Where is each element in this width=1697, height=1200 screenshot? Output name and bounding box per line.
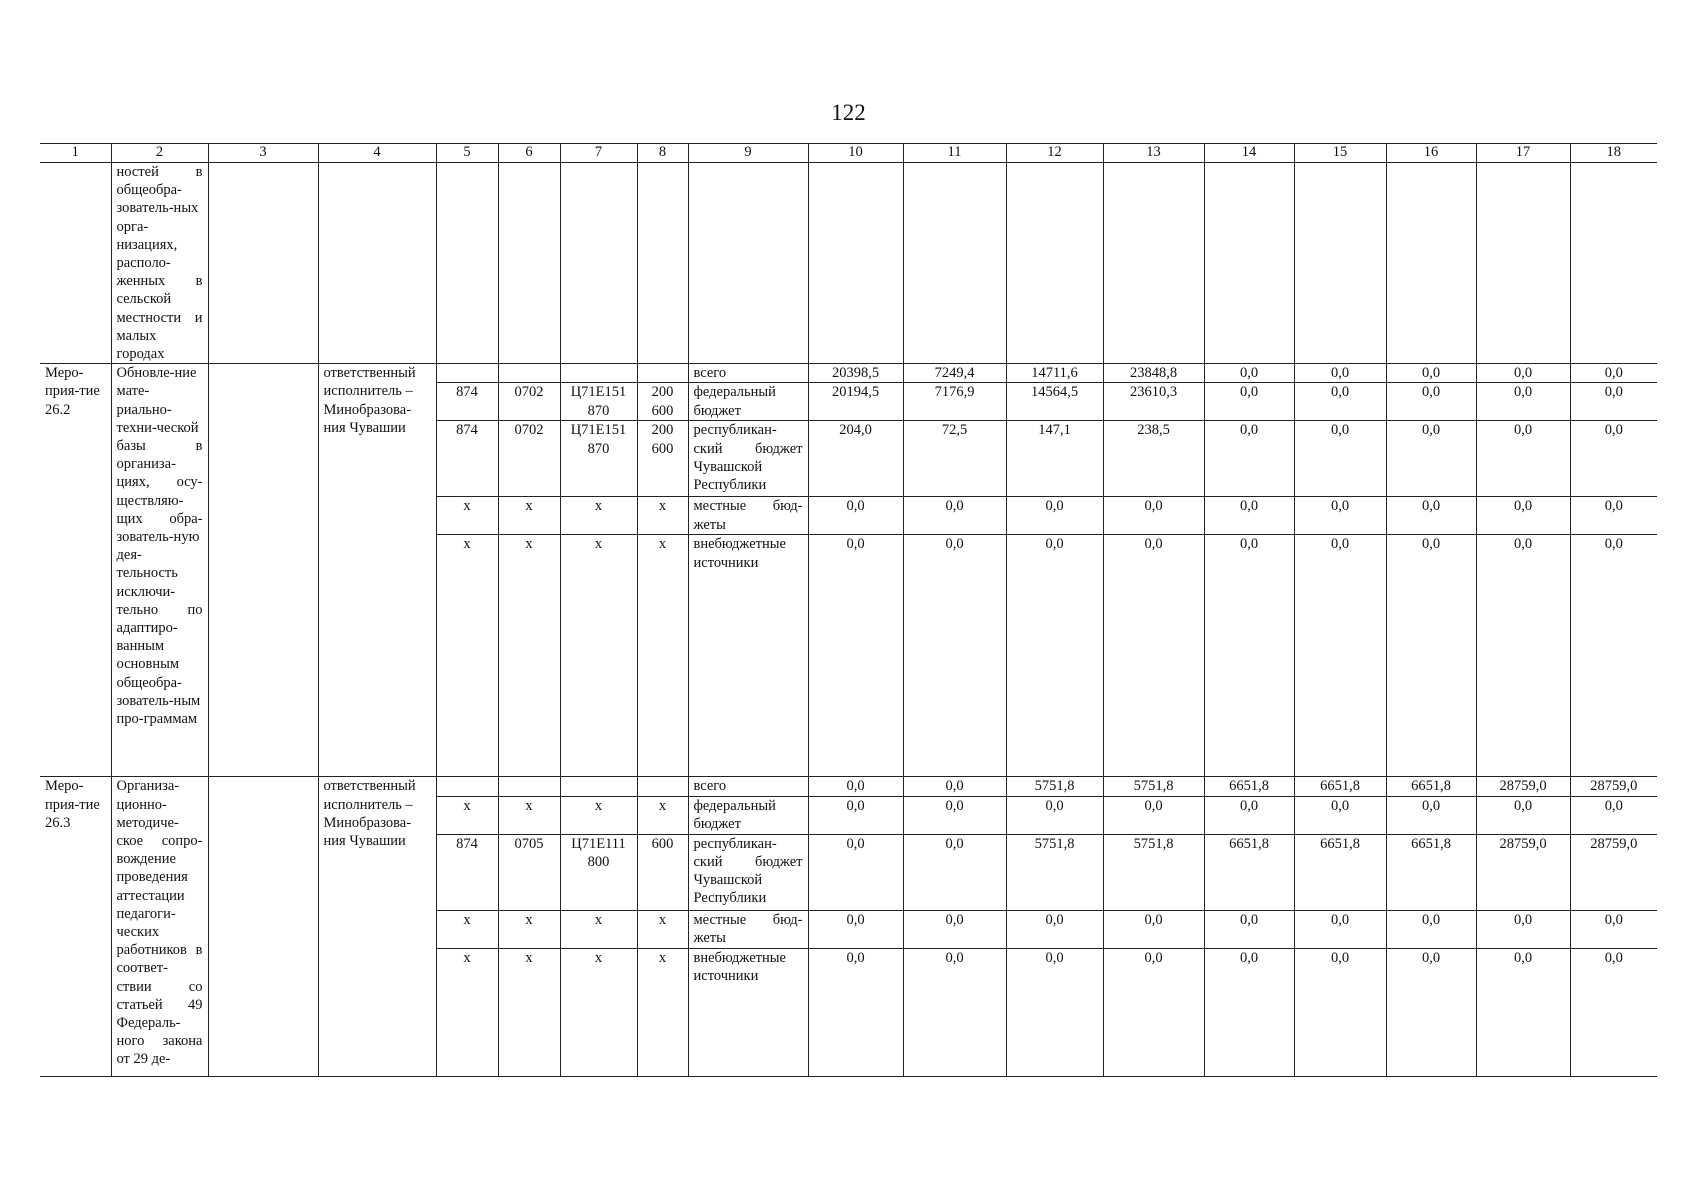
code-section	[498, 777, 560, 796]
code-section	[498, 364, 560, 383]
value-cell: 238,5	[1103, 421, 1204, 497]
value-cell: 0,0	[1294, 796, 1386, 834]
value-cell: 0,0	[1476, 497, 1570, 535]
value-cell: 6651,8	[1294, 834, 1386, 910]
value-cell: 0,0	[1006, 535, 1103, 777]
code-expense	[637, 777, 688, 796]
code-section: 0702	[498, 383, 560, 421]
value-cell: 0,0	[808, 796, 903, 834]
header-row	[40, 144, 1657, 163]
column-header-1: 1	[40, 144, 111, 163]
value-cell: 0,0	[1294, 910, 1386, 948]
value-cell: 0,0	[1204, 910, 1294, 948]
table-body	[40, 163, 1657, 1077]
value-cell: 0,0	[1294, 383, 1386, 421]
code-section: x	[498, 910, 560, 948]
code-admin: x	[436, 535, 498, 777]
value-cell: 6651,8	[1204, 834, 1294, 910]
value-cell: 0,0	[1570, 497, 1657, 535]
value-cell: 0,0	[1103, 535, 1204, 777]
value-cell: 0,0	[1386, 497, 1476, 535]
value-cell: 6651,8	[1386, 834, 1476, 910]
value-cell: 0,0	[1476, 948, 1570, 1076]
column-header-12: 12	[1006, 144, 1103, 163]
value-cell: 0,0	[903, 535, 1006, 777]
value-cell: 0,0	[1103, 910, 1204, 948]
value-cell: 0,0	[1570, 383, 1657, 421]
value-cell: 0,0	[1006, 948, 1103, 1076]
value-cell: 0,0	[1386, 910, 1476, 948]
value-cell: 6651,8	[1294, 777, 1386, 796]
code-admin: x	[436, 948, 498, 1076]
value-cell: 0,0	[1476, 910, 1570, 948]
column-header-3: 3	[208, 144, 318, 163]
column-header-17: 17	[1476, 144, 1570, 163]
value-cell: 0,0	[1476, 796, 1570, 834]
code-target: x	[560, 497, 637, 535]
column-header-13: 13	[1103, 144, 1204, 163]
code-admin: x	[436, 796, 498, 834]
cell-empty	[1204, 163, 1294, 364]
column-header-2: 2	[111, 144, 208, 163]
table-row	[40, 777, 1657, 796]
funding-source: внебюджетные источники	[688, 535, 808, 777]
value-cell: 0,0	[903, 497, 1006, 535]
column-header-6: 6	[498, 144, 560, 163]
funding-source: федеральный бюджет	[688, 383, 808, 421]
code-expense: 600	[637, 834, 688, 910]
value-cell: 0,0	[1294, 535, 1386, 777]
value-cell: 0,0	[1386, 421, 1476, 497]
value-cell: 0,0	[808, 777, 903, 796]
value-cell: 0,0	[1386, 383, 1476, 421]
value-cell: 7176,9	[903, 383, 1006, 421]
funding-source: республикан-ский бюджет Чувашской Республики	[688, 421, 808, 497]
value-cell: 0,0	[808, 948, 903, 1076]
code-target: Ц71E111 800	[560, 834, 637, 910]
funding-source: всего	[688, 777, 808, 796]
value-cell: 23610,3	[1103, 383, 1204, 421]
value-cell: 0,0	[1006, 796, 1103, 834]
code-section: 0702	[498, 421, 560, 497]
cell-empty	[688, 163, 808, 364]
code-admin: x	[436, 497, 498, 535]
value-cell: 14711,6	[1006, 364, 1103, 383]
value-cell: 0,0	[1294, 421, 1386, 497]
value-cell: 0,0	[1476, 421, 1570, 497]
cell-empty	[436, 163, 498, 364]
code-admin	[436, 364, 498, 383]
code-expense: x	[637, 910, 688, 948]
code-target	[560, 364, 637, 383]
code-section: 0705	[498, 834, 560, 910]
value-cell: 0,0	[1204, 535, 1294, 777]
funding-source: республикан-ский бюджет Чувашской Республики	[688, 834, 808, 910]
value-cell: 0,0	[1204, 497, 1294, 535]
value-cell: 0,0	[1570, 796, 1657, 834]
continued-title: ностей в общеобра-зователь-ных орга-низациях, располо-женных в сельской местности и малых городах	[111, 163, 208, 364]
value-cell: 0,0	[1386, 364, 1476, 383]
value-cell: 204,0	[808, 421, 903, 497]
value-cell: 0,0	[808, 535, 903, 777]
value-cell: 0,0	[903, 834, 1006, 910]
code-section: x	[498, 535, 560, 777]
cell-empty	[1570, 163, 1657, 364]
value-cell: 28759,0	[1570, 834, 1657, 910]
value-cell: 5751,8	[1006, 834, 1103, 910]
code-admin	[436, 777, 498, 796]
event-title: Обновле-ние мате-риально-техни-ческой базы в организа-циях, осу-ществляю-щих обра-зователь-ную дея-тельность исключи-тельно по адаптиро-ванным основным общеобра-зователь-ным про-граммам	[111, 364, 208, 777]
value-cell: 0,0	[1294, 948, 1386, 1076]
value-cell: 0,0	[1476, 383, 1570, 421]
value-cell: 72,5	[903, 421, 1006, 497]
page-number: 122	[831, 100, 866, 125]
cell-empty	[1103, 163, 1204, 364]
code-target: Ц71E151 870	[560, 383, 637, 421]
code-target: Ц71E151 870	[560, 421, 637, 497]
value-cell: 0,0	[808, 497, 903, 535]
cell-empty	[560, 163, 637, 364]
value-cell: 0,0	[1570, 948, 1657, 1076]
cell-empty	[40, 163, 111, 364]
value-cell: 0,0	[1476, 364, 1570, 383]
code-expense: 200 600	[637, 421, 688, 497]
column-header-9: 9	[688, 144, 808, 163]
value-cell: 0,0	[1386, 796, 1476, 834]
value-cell: 23848,8	[1103, 364, 1204, 383]
value-cell: 0,0	[903, 777, 1006, 796]
value-cell: 0,0	[808, 834, 903, 910]
value-cell: 7249,4	[903, 364, 1006, 383]
value-cell: 6651,8	[1204, 777, 1294, 796]
funding-source: внебюджетные источники	[688, 948, 808, 1076]
value-cell: 5751,8	[1103, 834, 1204, 910]
code-target	[560, 777, 637, 796]
value-cell: 6651,8	[1386, 777, 1476, 796]
value-cell: 0,0	[1204, 948, 1294, 1076]
code-target: x	[560, 948, 637, 1076]
executor-cell: ответственный исполнитель – Минобразова-ния Чувашии	[318, 777, 436, 1076]
table-row	[40, 163, 1657, 364]
code-expense: x	[637, 948, 688, 1076]
value-cell: 0,0	[1103, 796, 1204, 834]
value-cell: 5751,8	[1006, 777, 1103, 796]
cell-empty	[903, 163, 1006, 364]
code-expense: x	[637, 497, 688, 535]
code-expense: x	[637, 796, 688, 834]
value-cell: 28759,0	[1476, 777, 1570, 796]
event-label: Меро-прия-тие 26.3	[40, 777, 111, 1076]
funding-source: федеральный бюджет	[688, 796, 808, 834]
cell-empty	[208, 163, 318, 364]
code-admin: 874	[436, 383, 498, 421]
value-cell: 0,0	[903, 948, 1006, 1076]
value-cell: 0,0	[1204, 383, 1294, 421]
value-cell: 28759,0	[1476, 834, 1570, 910]
value-cell: 0,0	[903, 910, 1006, 948]
code-expense	[637, 364, 688, 383]
value-cell: 0,0	[1006, 497, 1103, 535]
cell-empty	[637, 163, 688, 364]
cell-empty	[808, 163, 903, 364]
value-cell: 0,0	[1476, 535, 1570, 777]
code-section: x	[498, 796, 560, 834]
value-cell: 14564,5	[1006, 383, 1103, 421]
code-target: x	[560, 535, 637, 777]
column-header-18: 18	[1570, 144, 1657, 163]
value-cell: 0,0	[1103, 948, 1204, 1076]
column-header-16: 16	[1386, 144, 1476, 163]
code-admin: 874	[436, 834, 498, 910]
event-title: Организа-ционно-методиче-ское сопро-вождение проведения аттестации педагоги-ческих работников в соответ-ствии со статьей 49 Федераль-ного закона от 29 де-	[111, 777, 208, 1076]
column-header-14: 14	[1204, 144, 1294, 163]
value-cell: 0,0	[1570, 535, 1657, 777]
cell-empty	[1294, 163, 1386, 364]
value-cell: 0,0	[1570, 910, 1657, 948]
value-cell: 0,0	[1204, 421, 1294, 497]
cell-empty	[498, 163, 560, 364]
event-label: Меро-прия-тие 26.2	[40, 364, 111, 777]
code-section: x	[498, 497, 560, 535]
code-expense: x	[637, 535, 688, 777]
table-row	[40, 364, 1657, 383]
value-cell: 0,0	[903, 796, 1006, 834]
funding-source: местные бюд-жеты	[688, 910, 808, 948]
value-cell: 0,0	[1204, 796, 1294, 834]
value-cell: 20398,5	[808, 364, 903, 383]
code-admin: x	[436, 910, 498, 948]
executor-cell: ответственный исполнитель – Минобразова-ния Чувашии	[318, 364, 436, 777]
code-section: x	[498, 948, 560, 1076]
value-cell: 20194,5	[808, 383, 903, 421]
cell-empty	[1476, 163, 1570, 364]
column-header-7: 7	[560, 144, 637, 163]
cell-empty	[1006, 163, 1103, 364]
cell-empty	[1386, 163, 1476, 364]
cell-empty	[208, 777, 318, 1076]
value-cell: 0,0	[808, 910, 903, 948]
code-target: x	[560, 796, 637, 834]
value-cell: 0,0	[1570, 364, 1657, 383]
column-header-11: 11	[903, 144, 1006, 163]
value-cell: 28759,0	[1570, 777, 1657, 796]
value-cell: 0,0	[1570, 421, 1657, 497]
value-cell: 0,0	[1006, 910, 1103, 948]
value-cell: 147,1	[1006, 421, 1103, 497]
value-cell: 0,0	[1294, 364, 1386, 383]
column-header-4: 4	[318, 144, 436, 163]
code-admin: 874	[436, 421, 498, 497]
value-cell: 0,0	[1386, 948, 1476, 1076]
column-header-10: 10	[808, 144, 903, 163]
column-header-5: 5	[436, 144, 498, 163]
code-target: x	[560, 910, 637, 948]
value-cell: 0,0	[1386, 535, 1476, 777]
code-expense: 200 600	[637, 383, 688, 421]
cell-empty	[208, 364, 318, 777]
value-cell: 0,0	[1204, 364, 1294, 383]
funding-source: местные бюд-жеты	[688, 497, 808, 535]
value-cell: 0,0	[1294, 497, 1386, 535]
column-header-8: 8	[637, 144, 688, 163]
column-header-15: 15	[1294, 144, 1386, 163]
cell-empty	[318, 163, 436, 364]
value-cell: 5751,8	[1103, 777, 1204, 796]
value-cell: 0,0	[1103, 497, 1204, 535]
budget-table	[40, 143, 1657, 1077]
funding-source: всего	[688, 364, 808, 383]
